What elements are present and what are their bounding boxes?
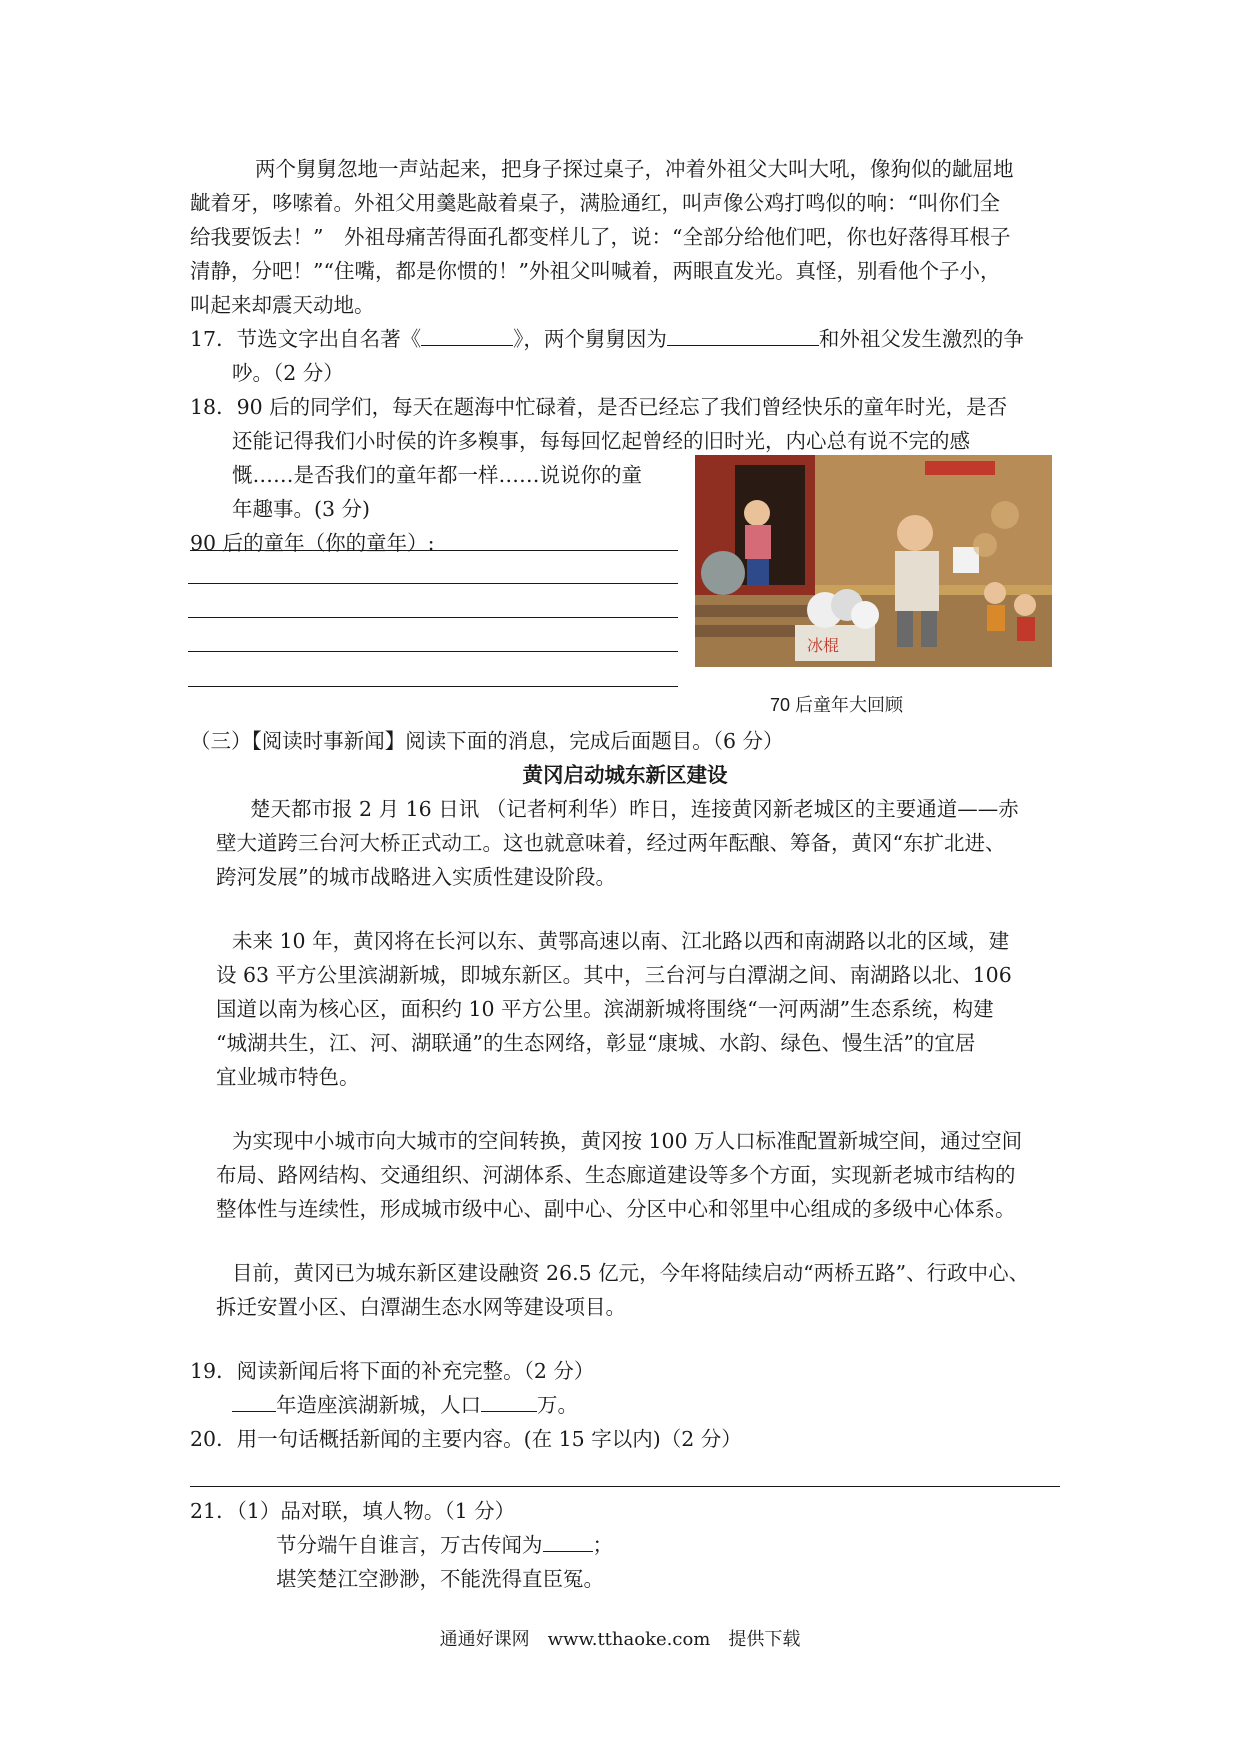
q19-fill-text-b: 万。 [537,1393,578,1417]
q17-text-c: 和外祖父发生激烈的争 [818,327,1024,351]
news-p1-line-1: 楚天都市报 2 月 16 日讯 （记者柯利华）昨日，连接黄冈新老城区的主要通道——赤 [250,797,1019,821]
image-caption: 70 后童年大回顾 [770,695,904,715]
passage-line-3: 给我要饭去！” 外祖母痛苦得面孔都变样儿了，说：“全部分给他们吧，你也好落得耳根子 [190,225,1011,249]
couplet-line-2: 堪笑楚江空渺渺，不能洗得直臣冤。 [276,1567,604,1591]
news-p3-line-1: 为实现中小城市向大城市的空间转换，黄冈按 100 万人口标准配置新城空间，通过空间 [232,1129,1023,1153]
news-title: 黄冈启动城东新区建设 [522,763,728,787]
news-p2-line-2: 设 63 平方公里滨湖新城，即城东新区。其中，三台河与白潭湖之间、南湖路以北、106 [216,963,1012,987]
q18-answer-line-1[interactable] [190,550,678,551]
news-p4-line-2: 拆迁安置小区、白潭湖生态水网等建设项目。 [216,1295,626,1319]
passage-line-5: 叫起来却震天动地。 [190,293,375,317]
passage-line-4: 清静，分吧！”“住嘴，都是你惯的！”外祖父叫喊着，两眼直发光。真怪，别看他个子小， [190,259,1001,283]
news-p2-line-3: 国道以南为核心区，面积约 10 平方公里。滨湖新城将围绕“一河两湖”生态系统，构建 [216,997,994,1021]
question-18-line-4: 年趣事。(3 分) [232,497,371,521]
q19-fill-text-a: 年造座滨湖新城，人口 [276,1393,481,1417]
question-18-line-1: 18．90 后的同学们，每天在题海中忙碌着，是否已经忘了我们曾经快乐的童年时光，是否 [190,395,1008,419]
q19-population-blank[interactable] [481,1389,537,1412]
news-p2-line-4: “城湖共生，江、河、湖联通”的生态网络，彰显“康城、水韵、绿色、慢生活”的宜居 [216,1031,976,1055]
q17-reason-blank[interactable] [667,323,819,346]
q17-text-a: 17．节选文字出自名著《 [190,327,422,351]
childhood-illustration-art [695,455,1052,667]
q21-person-blank[interactable] [543,1529,593,1552]
question-18-line-2: 还能记得我们小时侯的许多糗事，每每回忆起曾经的旧时光，内心总有说不完的感 [232,429,970,453]
couplet-line-1-end: ； [592,1533,613,1557]
question-17-cont: 吵。（2 分） [232,361,344,385]
q18-answer-label: 90 后的童年（你的童年）: [190,531,435,555]
q20-answer-line[interactable] [190,1486,1060,1487]
q19-year-blank[interactable] [232,1389,276,1412]
q17-text-b: 》，两个舅舅因为 [513,327,667,351]
passage-line-2: 龇着牙，哆嗦着。外祖父用羹匙敲着桌子，满脸通红，叫声像公鸡打鸣似的响：“叫你们全 [190,191,1000,215]
question-18-line-3: 慨……是否我们的童年都一样……说说你的童 [232,463,642,487]
q18-answer-line-3[interactable] [188,617,678,618]
footer-credit: 通通好课网 www.tthaoke.com 提供下载 [439,1629,801,1650]
news-p2-line-1: 未来 10 年，黄冈将在长河以东、黄鄂高速以南、江北路以西和南湖路以北的区域，建 [232,929,1010,953]
news-p1-line-2: 壁大道跨三台河大桥正式动工。这也就意味着，经过两年酝酿、筹备，黄冈“东扩北进、 [216,831,1006,855]
q18-answer-line-5[interactable] [188,686,678,687]
couplet-line-1 [276,1528,613,1562]
question-19-fill [232,1388,578,1422]
news-p2-line-5: 宜业城市特色。 [216,1065,360,1089]
passage-line-1: 两个舅舅忽地一声站起来，把身子探过桌子，冲着外祖父大叫大吼，像狗似的龇屈地 [255,157,1014,181]
news-p3-line-2: 布局、路网结构、交通组织、河湖体系、生态廊道建设等多个方面，实现新老城市结构的 [216,1163,1016,1187]
question-19: 19．阅读新闻后将下面的补充完整。（2 分） [190,1359,595,1383]
question-20: 20．用一句话概括新闻的主要内容。(在 15 字以内)（2 分） [190,1427,742,1451]
ice-pop-sign: 冰棍 [807,636,840,655]
q18-answer-line-2[interactable] [188,583,678,584]
childhood-illustration [695,455,1052,667]
q18-answer-line-4[interactable] [188,651,678,652]
question-17 [190,322,1024,356]
news-p4-line-1: 目前，黄冈已为城东新区建设融资 26.5 亿元，今年将陆续启动“两桥五路”、行政中心、 [232,1261,1030,1285]
news-p1-line-3: 跨河发展”的城市战略进入实质性建设阶段。 [216,865,616,889]
news-p3-line-3: 整体性与连续性，形成城市级中心、副中心、分区中心和邻里中心组成的多级中心体系。 [216,1197,1016,1221]
question-21: 21．（1）品对联，填人物。（1 分） [190,1499,516,1523]
couplet-line-1-text: 节分端午自谁言，万古传闻为 [276,1533,543,1557]
q17-book-blank[interactable] [421,323,513,346]
section-3-heading: （三）【阅读时事新闻】阅读下面的消息，完成后面题目。（6 分） [190,729,784,753]
